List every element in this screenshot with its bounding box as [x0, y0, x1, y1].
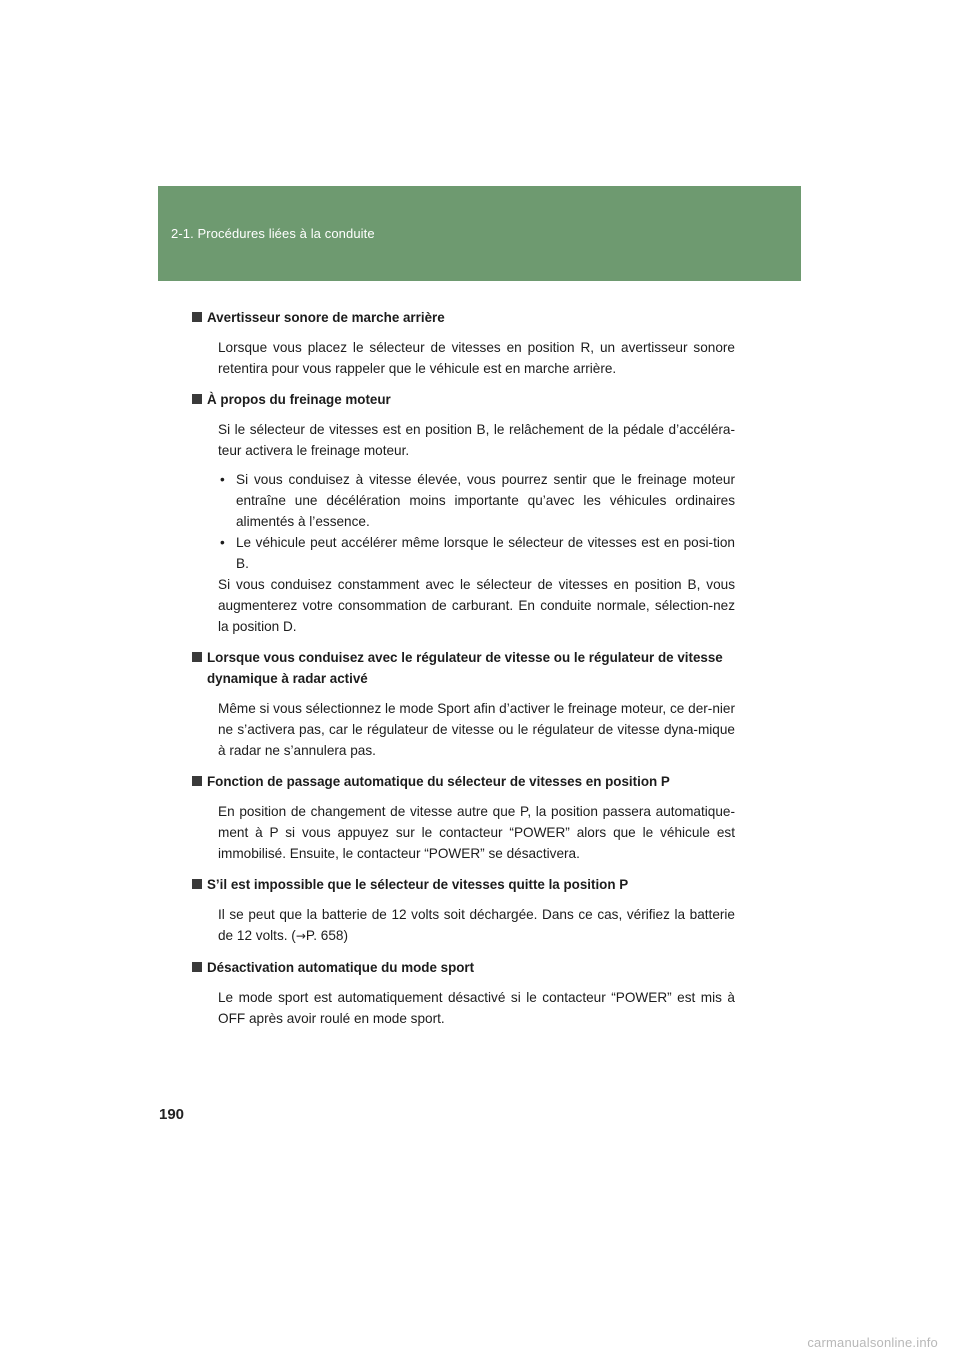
section-text: Il se peut que la batterie de 12 volts soit déchargée. Dans ce cas, vérifiez la batterie de 12 volts. (→P. 658): [218, 907, 735, 943]
square-bullet-icon: [192, 312, 202, 322]
square-bullet-icon: [192, 962, 202, 972]
section-text: Si le sélecteur de vitesses est en position B, le relâchement de la pédale d’accéléra-teur activera le freinage moteur.: [218, 422, 735, 458]
square-bullet-icon: [192, 394, 202, 404]
chapter-title: 2-1. Procédures liées à la conduite: [171, 226, 375, 241]
section-title: Avertisseur sonore de marche arrière: [192, 307, 735, 328]
page-reference-link[interactable]: P. 658): [305, 928, 348, 943]
page-number: 190: [159, 1106, 185, 1123]
square-bullet-icon: [192, 652, 202, 662]
section-text: Le mode sport est automatiquement désactivé si le contacteur “POWER” est mis à OFF après avoir roulé en mode sport.: [218, 990, 735, 1026]
square-bullet-icon: [192, 776, 202, 786]
section-sport-mode-off: [207, 957, 735, 1029]
page-content: [207, 307, 735, 1039]
bullet-dot-icon: •: [220, 535, 225, 550]
list-item: • Le véhicule peut accélérer même lorsque le sélecteur de vitesses est en posi-tion B.: [218, 532, 735, 574]
section-stuck-in-park: [207, 874, 735, 947]
section-reverse-buzzer: [207, 307, 735, 379]
section-title: Fonction de passage automatique du sélecteur de vitesses en position P: [192, 771, 735, 792]
section-title: Désactivation automatique du mode sport: [192, 957, 735, 978]
section-text-2: Si vous conduisez constamment avec le sélecteur de vitesses en position B, vous augmenterez votre consommation de carburant. En conduite normale, sélection-nez la position D.: [218, 577, 735, 634]
section-text: Même si vous sélectionnez le mode Sport afin d’activer le freinage moteur, ce der-nier ne s’activera pas, car le régulateur de vitesse ou le régulateur de vitesse dyna-mique à radar ne s’annulera pas.: [218, 701, 735, 758]
section-auto-park: [207, 771, 735, 864]
list-item: • Si vous conduisez à vitesse élevée, vous pourrez sentir que le freinage moteur entraîne une décélération moins importante qu’avec les véhicules ordinaires alimentés à l’essence.: [218, 469, 735, 532]
section-engine-braking: [207, 389, 735, 637]
section-text: Lorsque vous placez le sélecteur de vitesses en position R, un avertisseur sonore retentira pour vous rappeler que le véhicule est en marche arrière.: [218, 340, 735, 376]
section-title: S’il est impossible que le sélecteur de vitesses quitte la position P: [192, 874, 735, 895]
section-title: À propos du freinage moteur: [192, 389, 735, 410]
section-header-band: [158, 186, 801, 281]
square-bullet-icon: [192, 879, 202, 889]
watermark: carmanualsonline.info: [807, 1335, 938, 1350]
section-text: En position de changement de vitesse autre que P, la position passera automatique-ment à P si vous appuyez sur le contacteur “POWER” alors que le véhicule est immobilisé. Ensuite, le contacteur “POWER” se désactivera.: [218, 804, 735, 861]
bullet-dot-icon: •: [220, 472, 225, 487]
section-cruise-control: [207, 647, 735, 761]
section-title: Lorsque vous conduisez avec le régulateur de vitesse ou le régulateur de vitesse dynamique à radar activé: [192, 647, 735, 689]
bullet-list: [218, 469, 735, 574]
arrow-right-icon: →: [295, 929, 306, 943]
